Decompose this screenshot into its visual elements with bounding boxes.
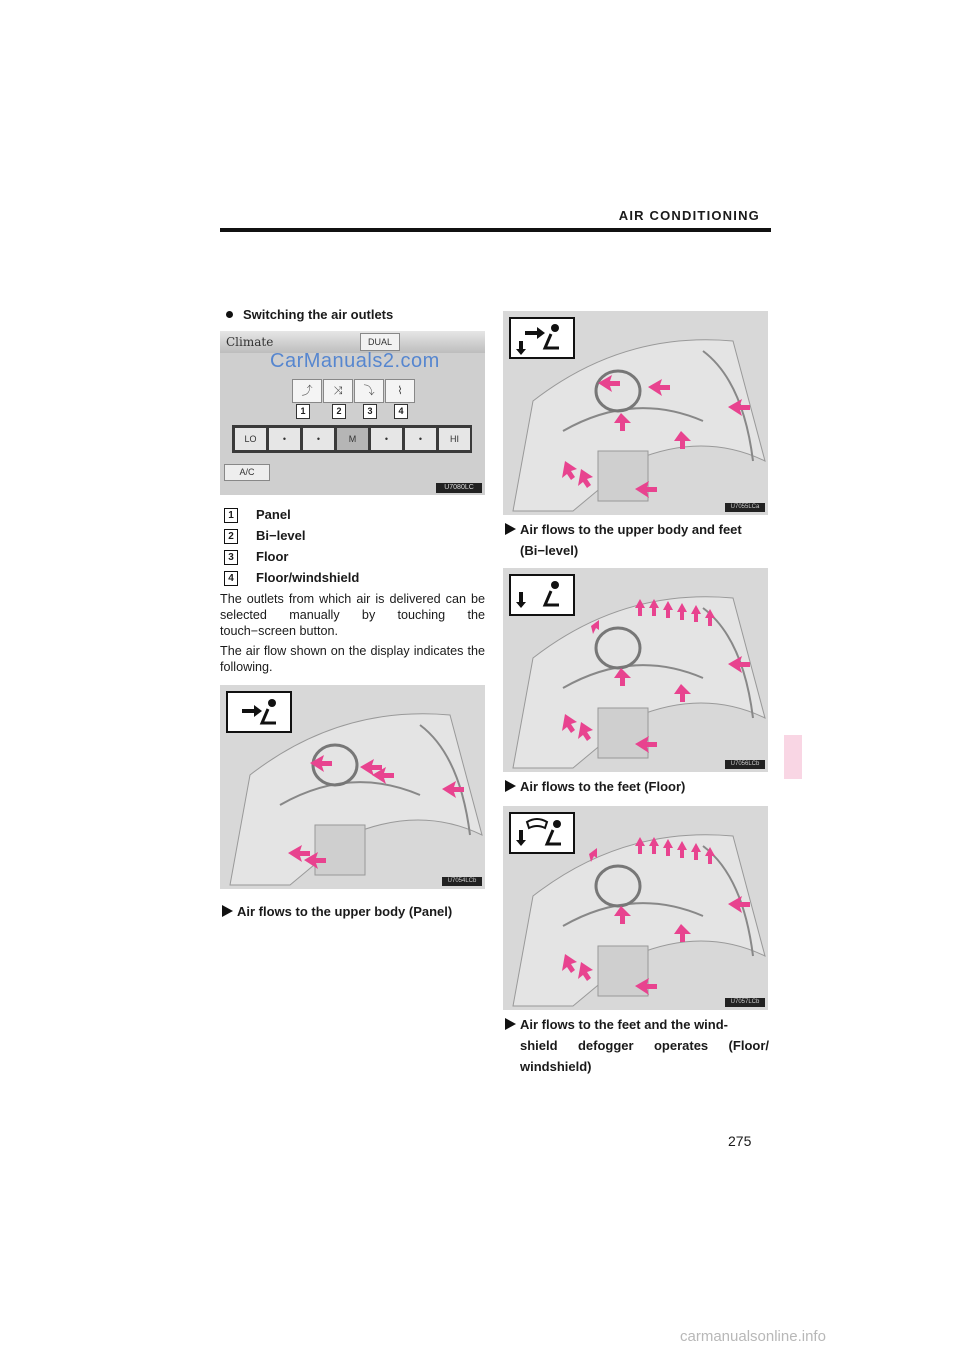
fan-step-button: • — [303, 428, 334, 450]
screen-watermark: CarManuals2.com — [270, 350, 440, 372]
dual-button: DUAL — [360, 333, 400, 351]
caption-bilevel-line2: (Bi−level) — [520, 543, 579, 558]
ac-button: A/C — [224, 464, 270, 481]
footer-watermark: carmanualsonline.info — [680, 1328, 826, 1345]
legend-label: Bi−level — [256, 528, 306, 543]
page-number: 275 — [728, 1133, 752, 1149]
legend-item — [224, 528, 306, 544]
legend-number: 4 — [224, 571, 238, 586]
section-title: AIR CONDITIONING — [618, 208, 760, 223]
legend-number: 1 — [224, 508, 238, 523]
legend-number: 3 — [224, 550, 238, 565]
fan-step-button: • — [269, 428, 300, 450]
caption-floor-windshield-line3: windshield) — [520, 1059, 592, 1074]
panel-mode-icon: ⤴ — [292, 379, 322, 403]
subheading-text: Switching the air outlets — [243, 307, 394, 322]
floor-mode-badge — [509, 574, 575, 616]
caption-floor-windshield-line2: shield defogger operates (Floor/ — [520, 1038, 769, 1053]
panel-mode-illustration — [220, 685, 485, 889]
legend-label: Floor — [256, 549, 289, 564]
chapter-thumb-tab — [784, 735, 802, 779]
caption-text: Air flows to the upper body (Panel) — [237, 904, 453, 919]
triangle-bullet-icon — [222, 905, 233, 917]
triangle-bullet-icon — [505, 1018, 516, 1030]
mode-number-3: 3 — [363, 404, 377, 419]
image-code: U7054LCb — [442, 877, 482, 886]
legend-item — [224, 507, 291, 523]
fan-hi-button: HI — [439, 428, 470, 450]
subheading — [226, 307, 393, 322]
bilevel-mode-badge — [509, 317, 575, 359]
fan-step-button: • — [405, 428, 436, 450]
legend-item — [224, 549, 289, 565]
caption-bilevel — [505, 519, 769, 541]
climate-screen-image — [220, 331, 485, 495]
caption-text: Air flows to the feet (Floor) — [520, 779, 686, 794]
triangle-bullet-icon — [505, 780, 516, 792]
body-paragraph: The air flow shown on the display indicates the following. — [220, 644, 485, 674]
caption-panel — [222, 901, 452, 923]
fan-m-button: M — [337, 428, 368, 450]
legend-number: 2 — [224, 529, 238, 544]
fan-lo-button: LO — [235, 428, 266, 450]
image-code: U7055LCa — [725, 503, 765, 512]
floor-windshield-mode-icon — [511, 814, 573, 852]
floor-mode-illustration — [503, 568, 768, 772]
triangle-bullet-icon — [505, 523, 516, 535]
floor-mode-icon: ⤵ — [354, 379, 384, 403]
panel-mode-badge — [226, 691, 292, 733]
mode-number-4: 4 — [394, 404, 408, 419]
floor-windshield-mode-illustration — [503, 806, 768, 1010]
caption-floor-windshield — [505, 1014, 769, 1036]
bilevel-mode-icon — [511, 319, 573, 357]
header-rule — [220, 228, 771, 232]
caption-floor — [505, 776, 685, 798]
panel-mode-icon — [228, 693, 290, 731]
floor-windshield-mode-icon: ⌇ — [385, 379, 415, 403]
legend-label: Panel — [256, 507, 291, 522]
image-code: U7080LC — [436, 483, 482, 493]
fan-speed-row — [232, 425, 472, 453]
caption-text: Air flows to the upper body and feet — [520, 522, 742, 537]
mode-number-1: 1 — [296, 404, 310, 419]
legend-item — [224, 570, 359, 586]
air-outlet-buttons — [292, 379, 418, 403]
climate-screen-title: Climate — [226, 335, 274, 349]
floor-mode-icon — [511, 576, 573, 614]
legend-label: Floor/windshield — [256, 570, 360, 585]
bullet-icon — [226, 311, 233, 318]
body-paragraph: The outlets from which air is delivered can be selected manually by touching the touch−screen button. — [220, 592, 485, 638]
fan-step-button: • — [371, 428, 402, 450]
caption-text: Air flows to the feet and the wind- — [520, 1017, 728, 1032]
image-code: U7057LCb — [725, 998, 765, 1007]
image-code: U7056LCb — [725, 760, 765, 769]
mode-number-2: 2 — [332, 404, 346, 419]
bilevel-mode-icon: ⤨ — [323, 379, 353, 403]
bilevel-mode-illustration — [503, 311, 768, 515]
floor-windshield-mode-badge — [509, 812, 575, 854]
